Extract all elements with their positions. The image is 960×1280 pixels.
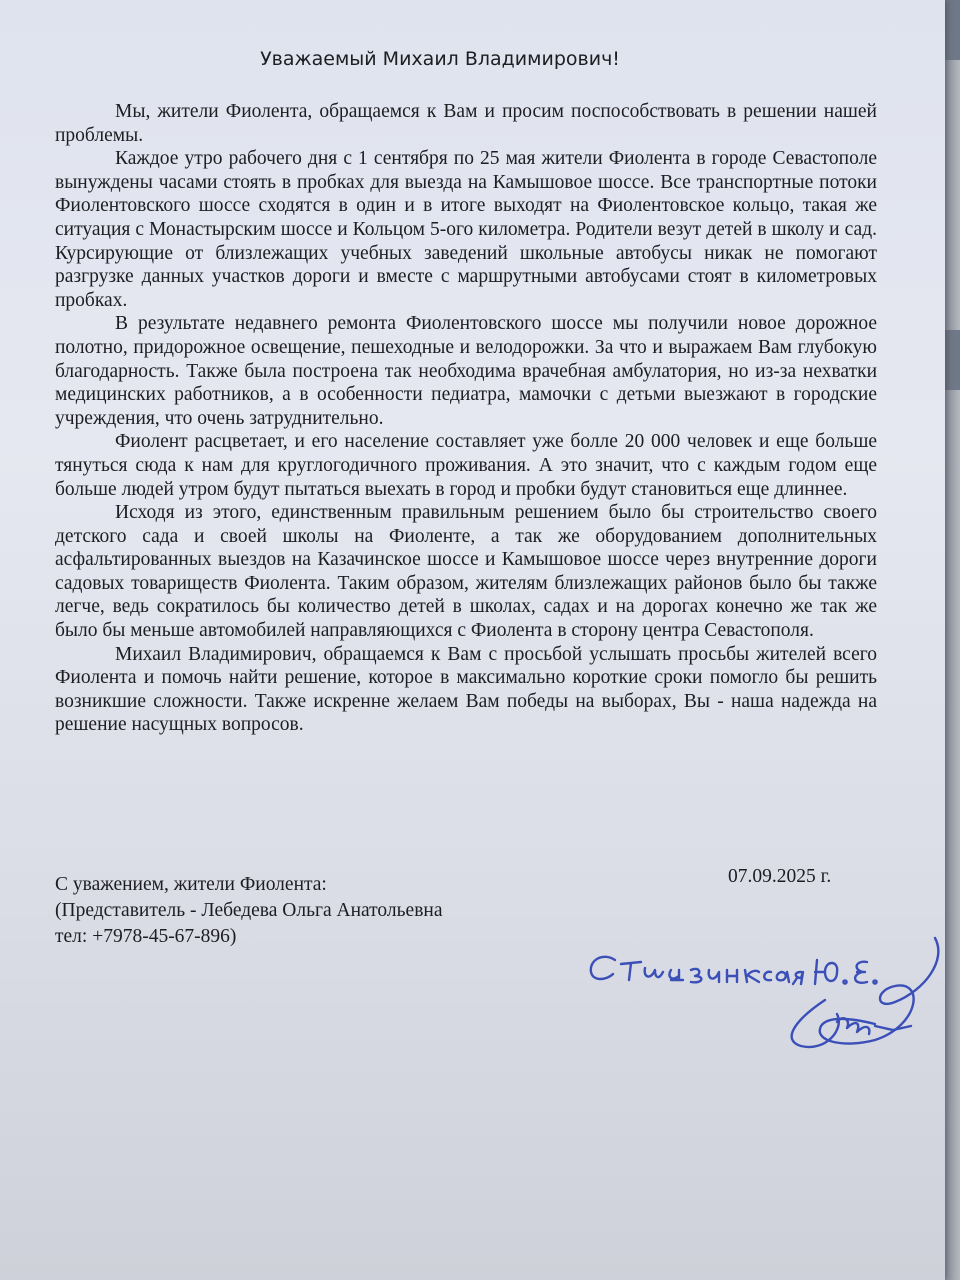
letter-date: 07.09.2025 г. <box>728 866 832 887</box>
handwritten-signature <box>575 930 955 1070</box>
signoff-block <box>55 872 443 950</box>
paragraph: В результате недавнего ремонта Фиолентовского шоссе мы получили новое дорожное полотно, придорожное освещение, пешеходные и велодорожки. За что и выражаем Вам глубокую благодарность. Также была построена так необходима врачебная амбулатория, но из-за нехватки медицинских работников, а в особенности педиатра, мамочки с детьми выезжают в городские учреждения, что очень затруднительно. <box>55 313 877 429</box>
closing-line: С уважением, жители Фиолента: <box>55 874 327 895</box>
paragraph: Михаил Владимирович, обращаемся к Вам с просьбой услышать просьбы жителей всего Фиолента и помочь найти решение, которое в максимально короткие сроки помогло бы решить возникшие сложности. Также искренне желаем Вам победы на выборах, Вы - наша надежда на решение насущных вопросов. <box>55 643 877 736</box>
salutation: Уважаемый Михаил Владимирович! <box>260 48 620 70</box>
representative-line: (Представитель - Лебедева Ольга Анатольевна <box>55 900 443 921</box>
paragraph: Мы, жители Фиолента, обращаемся к Вам и просим поспособствовать в решении нашей проблемы. <box>55 101 877 146</box>
phone-line: тел: +7978-45-67-896) <box>55 926 237 947</box>
paragraph: Каждое утро рабочего дня с 1 сентября по 25 мая жители Фиолента в городе Севастополе вынуждены часами стоять в пробках для выезда на Камышовое шоссе. Все транспортные потоки Фиолентовского шоссе сходятся в один и в итоге выходят на Фиолентовское кольцо, такая же ситуация с Монастырским шоссе и Кольцом 5-ого километра. Родители везут детей в школу и сад. Курсирующие от близлежащих учебных заведений школьные автобусы никак не помогают разгрузке данных участков дороги и вместе с маршрутными автобусами стоят в километровых пробках. <box>55 148 877 311</box>
letter-body <box>55 100 877 737</box>
paragraph: Исходя из этого, единственным правильным решением было бы строительство своего детского сада и своей школы на Фиоленте, а так же оборудованием дополнительных асфальтированных выездов на Казачинское шоссе и Камышовое шоссе через внутренние дороги садовых товариществ Фиолента. Таким образом, жителям близлежащих районов было бы также легче, ведь сократилось бы количество детей в школах, садах и на дорогах конечно же так же было бы меньше автомобилей направляющихся с Фиолента в сторону центра Севастополя. <box>55 502 877 642</box>
paragraph: Фиолент расцветает, и его население составляет уже болле 20 000 человек и еще больше тянуться сюда к нам для круглогодичного проживания. А это значит, что с каждым годом еще больше людей утром будут пытаться выехать в город и пробки будут становиться еще длиннее. <box>55 431 877 500</box>
